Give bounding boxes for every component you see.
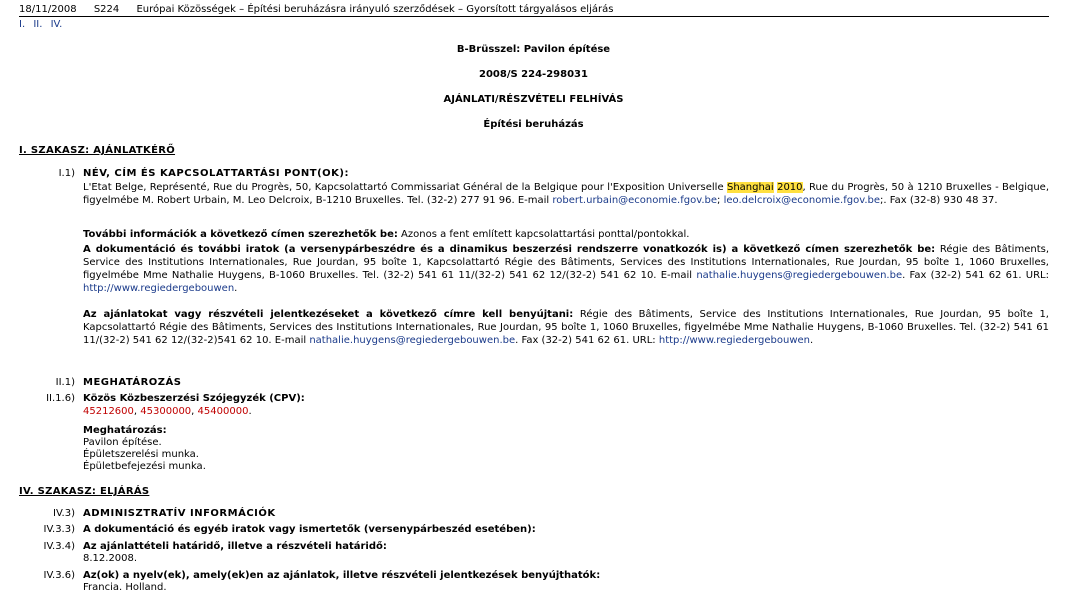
languages-value: Francia. Holland. [83,582,167,593]
url-link-submit[interactable]: http://www.regiedergebouwen [658,335,811,346]
description-line: Pavilon építése. [83,437,162,448]
notice-reference: 2008/S 224-298031 [479,69,588,80]
header-title: Európai Közösségek – Építési beruházásra irányuló szerződések – Gyorsított tárgyalásos eljárás [136,4,614,15]
languages-label: Az(ok) a nyelv(ek), amely(ek)en az ajánlatok, illetve részvételi jelentkezések benyújthatók: [83,570,601,581]
header-issue: S224 [93,4,120,15]
item-number-ii-1: II.1) [55,377,75,388]
nav-link-section-1[interactable]: I. [19,19,26,30]
email-link-huygens-submit[interactable]: nathalie.huygens@regiedergebouwen.be [309,335,516,346]
documents-address: A dokumentáció és további iratok (a versenypárbeszédre és a dinamikus beszerzési rendszerre vonatkozók is) a következő címen szerezhetők be: Régie des Bâtiments, Service des Institutions Internationales, Rue Jourdan, 95 boîte 1, Kapcsolattartó Régie des Bâtiments, Services des Institutions Internationales, Rue Jourdan, 95 boîte 1, 1060 Bruxelles, figyelmébe Mme Nathalie Huygens, B-1060 Bruxelles. Tel. (32-2) 541 61 11/(32-2) 541 62 12/(32-2) 541 62 10. E-mail nathalie.huygens@regiedergebouwen.be. Fax (32-2) 541 62 61. URL: http://www.regiedergebouwen. [83,244,1049,294]
cpv-label: Közös Közbeszerzési Szójegyzék (CPV): [83,393,305,404]
item-number-iv-3-6: IV.3.6) [43,570,75,581]
documents-label: A dokumentáció és egyéb iratok vagy ismertetők (versenypárbeszéd esetében): [83,524,536,535]
item-number-iv-3-4: IV.3.4) [43,541,75,552]
deadline-label: Az ajánlattételi határidő, illetve a részvételi határidő: [83,541,387,552]
email-link-urbain[interactable]: robert.urbain@economie.fgov.be [552,195,718,206]
admin-heading: ADMINISZTRATÍV INFORMÁCIÓK [83,508,276,519]
description-label: Meghatározás: [83,425,167,436]
more-info: További információk a következő címen szerezhetők be: Azonos a fent említett kapcsolattartási ponttal/pontokkal. [83,229,690,240]
notice-type: AJÁNLATI/RÉSZVÉTELI FELHÍVÁS [443,94,624,105]
contact-heading: NÉV, CÍM ÉS KAPCSOLATTARTÁSI PONT(OK): [83,168,350,179]
header-date: 18/11/2008 [19,4,77,15]
url-link-docs[interactable]: http://www.regiedergebouwen [83,283,235,294]
deadline-value: 8.12.2008. [83,553,138,564]
item-number-ii-1-6: II.1.6) [46,393,75,404]
cpv-code[interactable]: 45300000 [140,406,192,417]
description-line: Épületbefejezési munka. [83,461,206,472]
email-link-huygens-docs[interactable]: nathalie.huygens@regiedergebouwen.be [696,270,903,281]
notice-place-title: B-Brüsszel: Pavilon építése [456,44,611,55]
section-1-title: I. SZAKASZ: AJÁNLATKÉRŐ [19,145,176,156]
contact-address: L'Etat Belge, Représenté, Rue du Progrès, 50, Kapcsolattartó Commissariat Général de la Belgique pour l'Exposition Universelle Shanghai 2010, Rue du Progrès, 50 à 1210 Bruxelles - Belgique, figyelmébe M. Robert Urbain, M. Leo Delcroix, B-1210 Bruxelles. Tel. (32-2) 277 91 96. E-mail robert.urbain@economie.fgov.be; leo.delcroix@economie.fgov.be;. Fax (32-8) 930 48 37. [83,182,1049,206]
email-link-delcroix[interactable]: leo.delcroix@economie.fgov.be [723,195,881,206]
document-header [19,3,1049,17]
highlight-shanghai: Shanghai [726,182,774,193]
definition-heading: MEGHATÁROZÁS [83,377,182,388]
cpv-code[interactable]: 45212600 [83,406,134,417]
nav-link-section-4[interactable]: IV. [50,19,63,30]
item-number-iv-3-3: IV.3.3) [43,524,75,535]
highlight-2010: 2010 [777,182,803,193]
item-number-iv-3: IV.3) [53,508,75,519]
section-nav [19,18,67,31]
description-line: Épületszerelési munka. [83,449,199,460]
cpv-codes: 45212600, 45300000, 45400000. [83,406,252,417]
item-number-i-1: I.1) [58,168,75,179]
section-4-title: IV. SZAKASZ: ELJÁRÁS [19,486,150,497]
nav-link-section-2[interactable]: II. [33,19,43,30]
notice-subtype: Építési beruházás [483,119,584,130]
cpv-code[interactable]: 45400000 [197,406,249,417]
submission-address: Az ajánlatokat vagy részvételi jelentkezéseket a következő címre kell benyújtani: Régie des Bâtiments, Service des Institutions Internationales, Rue Jourdan, 95 boîte 1, Kapcsolattartó Régie des Bâtiments, Services des Institutions Internationales, Rue Jourdan, 95 boîte 1, 1060 Bruxelles, figyelmébe Mme Nathalie Huygens, B-1060 Bruxelles. Tel. (32-2) 541 61 11/(32-2) 541 62 12/(32-2)541 62 10. E-mail nathalie.huygens@regiedergebouwen.be. Fax (32-2) 541 62 61. URL: http://www.regiedergebouwen. [83,309,1049,346]
